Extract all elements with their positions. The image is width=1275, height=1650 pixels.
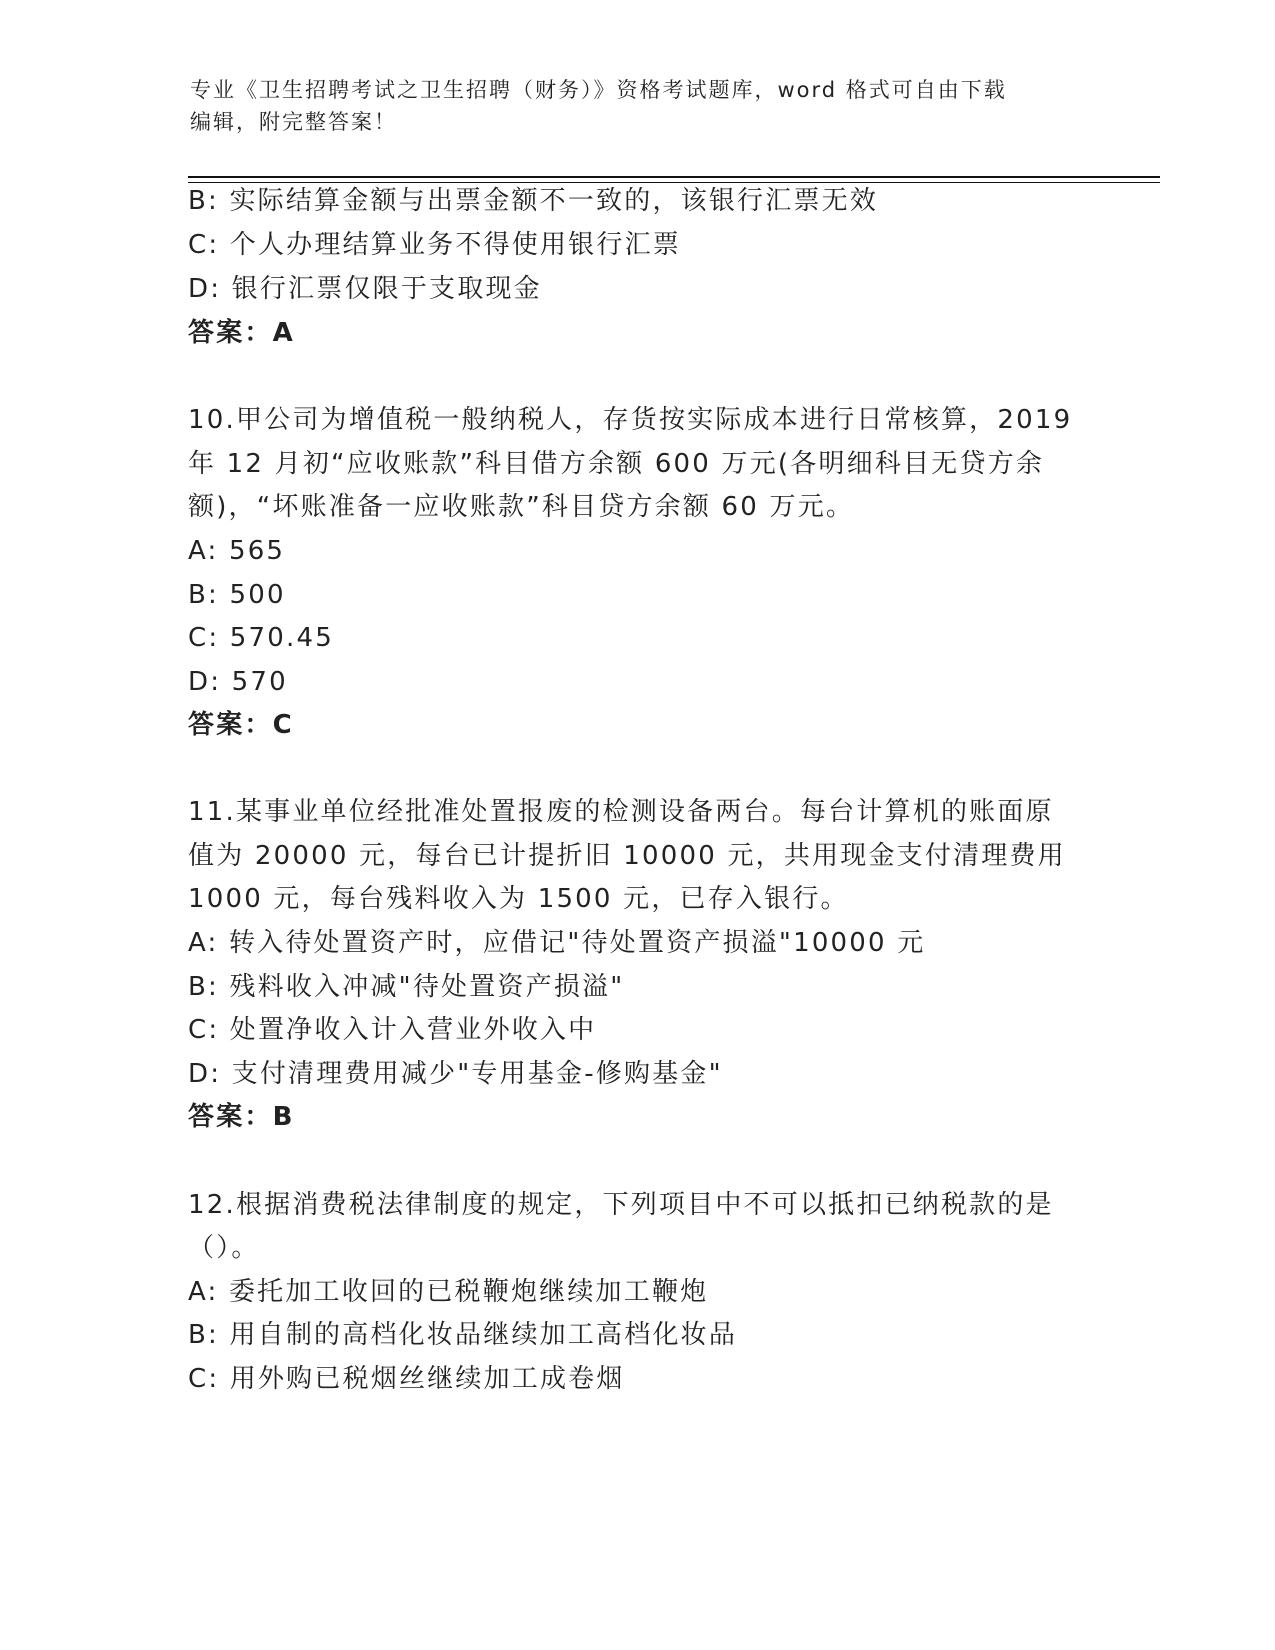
q11-stem-line-1: 11.某事业单位经批准处置报废的检测设备两台。每台计算机的账面原 (188, 797, 1054, 827)
q9-option-d: D: 银行汇票仅限于支取现金 (188, 274, 542, 304)
q11-option-b: B: 残料收入冲减"待处置资产损溢" (188, 972, 625, 1002)
q10-answer: 答案：C (188, 710, 294, 740)
q10-option-d: D: 570 (188, 667, 288, 697)
q10-option-a: A: 565 (188, 536, 286, 566)
q10-stem-line-1: 10.甲公司为增值税一般纳税人，存货按实际成本进行日常核算，2019 (188, 405, 1073, 435)
header-line-1: 专业《卫生招聘考试之卫生招聘（财务）》资格考试题库，word 格式可自由下载 (190, 78, 1007, 102)
q10-option-c: C: 570.45 (188, 623, 334, 653)
q11-stem-line-3: 1000 元，每台残料收入为 1500 元，已存入银行。 (188, 884, 849, 914)
q12-stem-line-2: （）。 (188, 1233, 260, 1263)
q11-stem-line-2: 值为 20000 元，每台已计提折旧 10000 元，共用现金支付清理费用 (188, 841, 1066, 871)
q12-option-c: C: 用外购已税烟丝继续加工成卷烟 (188, 1364, 625, 1394)
q10-option-b: B: 500 (188, 580, 286, 610)
q9-option-c: C: 个人办理结算业务不得使用银行汇票 (188, 230, 681, 260)
q11-option-d: D: 支付清理费用减少"专用基金-修购基金" (188, 1059, 723, 1089)
q12-stem-line-1: 12.根据消费税法律制度的规定，下列项目中不可以抵扣已纳税款的是 (188, 1190, 1054, 1220)
q11-option-a: A: 转入待处置资产时，应借记"待处置资产损溢"10000 元 (188, 928, 926, 958)
q10-stem-line-3: 额)，“坏账准备一应收账款”科目贷方余额 60 万元。 (188, 492, 855, 522)
document-header (190, 74, 1090, 138)
header-rule-thin (188, 182, 1160, 183)
q12-option-a: A: 委托加工收回的已税鞭炮继续加工鞭炮 (188, 1277, 709, 1307)
q12-option-b: B: 用自制的高档化妆品继续加工高档化妆品 (188, 1320, 738, 1350)
q11-option-c: C: 处置净收入计入营业外收入中 (188, 1015, 597, 1045)
q11-answer: 答案：B (188, 1102, 295, 1132)
q9-option-b: B: 实际结算金额与出票金额不一致的，该银行汇票无效 (188, 186, 879, 216)
header-line-2: 编辑，附完整答案！ (190, 110, 397, 134)
header-rule-thick (188, 176, 1160, 178)
q10-stem-line-2: 年 12 月初“应收账款”科目借方余额 600 万元(各明细科目无贷方余 (188, 449, 1045, 479)
q9-answer: 答案：A (188, 318, 295, 348)
